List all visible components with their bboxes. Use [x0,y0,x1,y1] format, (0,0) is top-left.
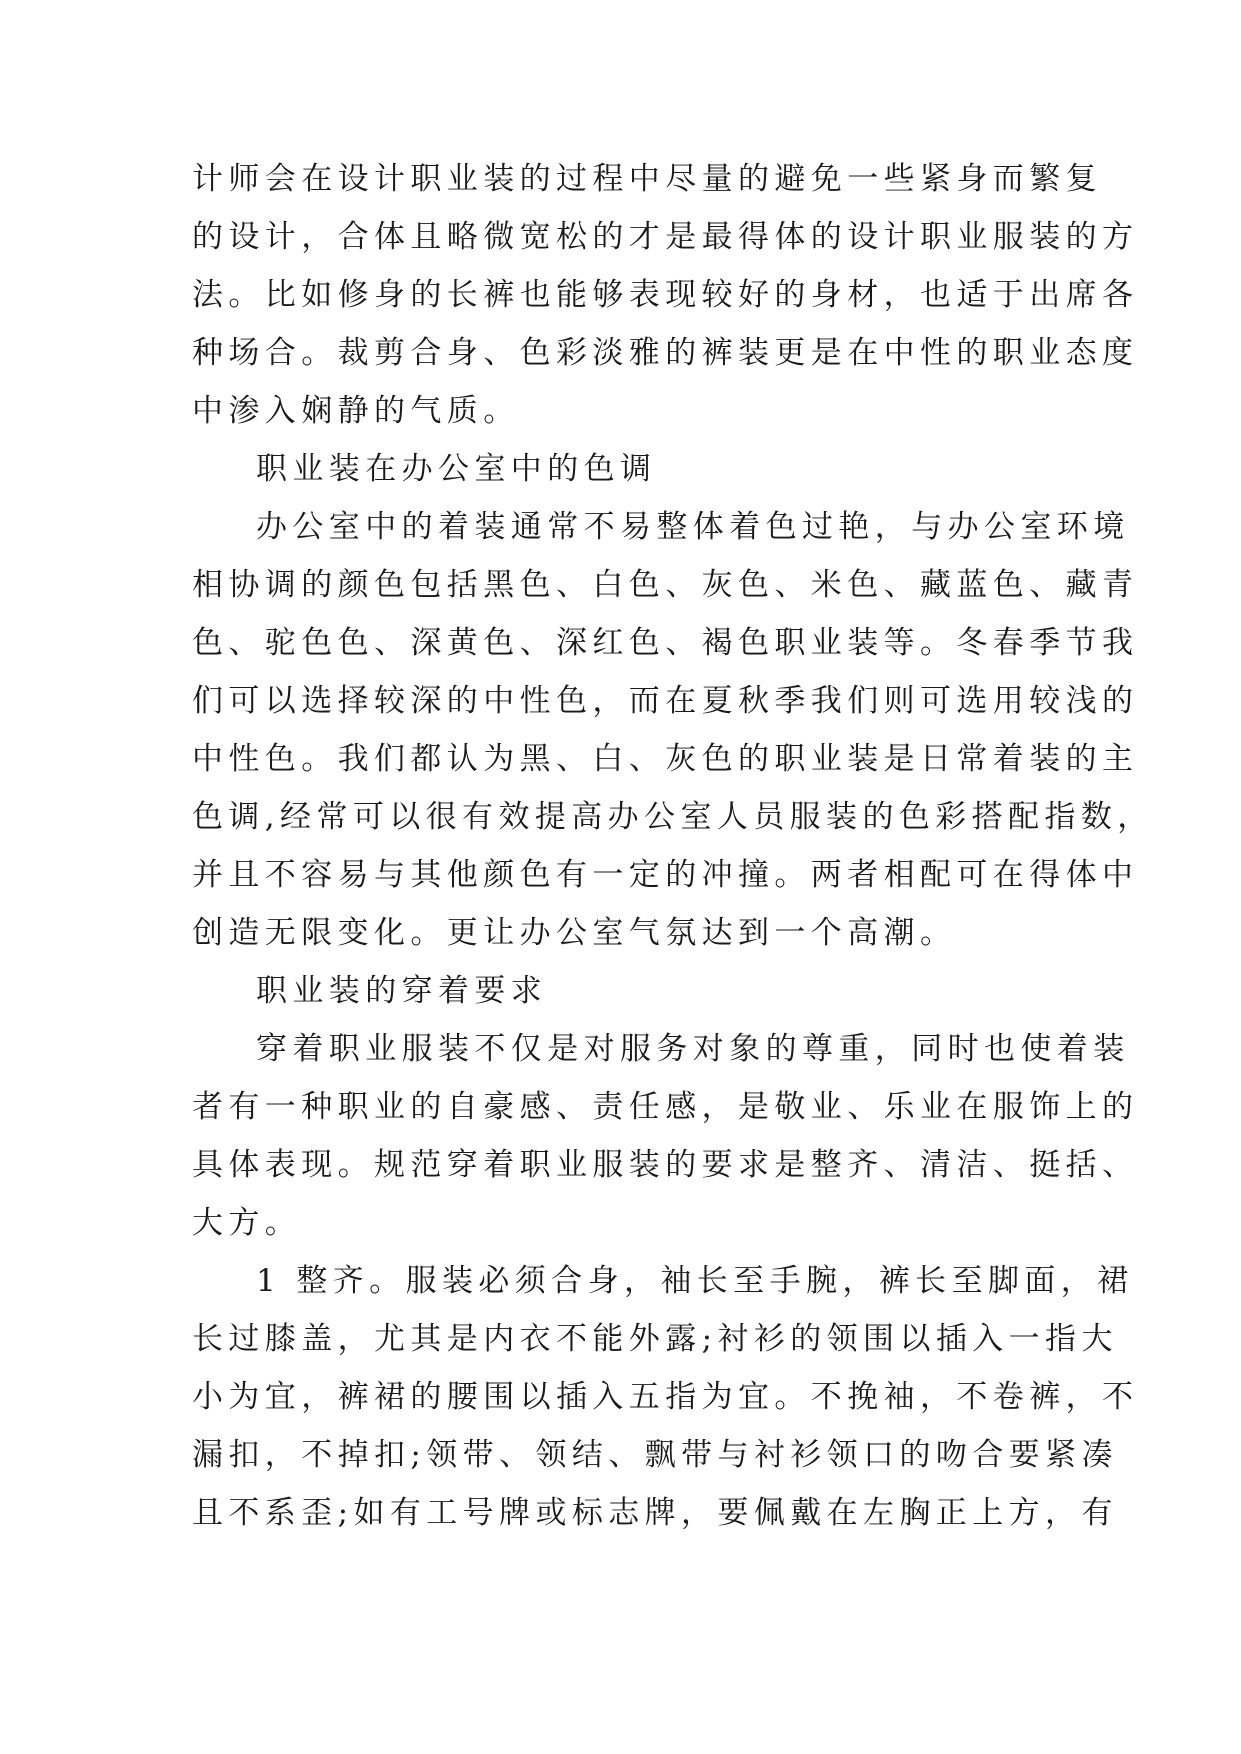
text-line: 并且不容易与其他颜色有一定的冲撞。两者相配可在得体中 [192,857,1139,893]
text-line: 法。比如修身的长裤也能够表现较好的身材，也适于出席各 [192,277,1139,313]
text-line: 小为宜，裤裙的腰围以插入五指为宜。不挽袖，不卷裤，不 [192,1379,1139,1415]
text-line: 计师会在设计职业装的过程中尽量的避免一些紧身而繁复 [192,161,1102,197]
text-line: 长过膝盖，尤其是内衣不能外露;衬衫的领围以插入一指大 [192,1321,1118,1357]
text-line: 色、驼色色、深黄色、深红色、褐色职业装等。冬春季节我 [192,625,1139,661]
text-line: 且不系歪;如有工号牌或标志牌，要佩戴在左胸正上方，有 [192,1495,1118,1531]
text-line: 相协调的颜色包括黑色、白色、灰色、米色、藏蓝色、藏青 [192,567,1139,603]
paragraph-start: 穿着职业服装不仅是对服务对象的尊重，同时也使着装 [256,1031,1130,1067]
text-line: 中渗入娴静的气质。 [192,393,520,429]
paragraph-start: 办公室中的着装通常不易整体着色过艳，与办公室环境 [256,509,1130,545]
text-line: 漏扣，不掉扣;领带、领结、飘带与衬衫领口的吻合要紧凑 [192,1437,1118,1473]
text-line: 具体表现。规范穿着职业服装的要求是整齐、清洁、挺括、 [192,1147,1139,1183]
text-line: 种场合。裁剪合身、色彩淡雅的裤装更是在中性的职业态度 [192,335,1139,371]
text-line: 的设计，合体且略微宽松的才是最得体的设计职业服装的方 [192,219,1139,255]
text-line: 创造无限变化。更让办公室气氛达到一个高潮。 [192,915,957,951]
paragraph-start: 1 整齐。服装必须合身，袖长至手腕，裤长至脚面，裙 [256,1263,1134,1299]
text-line: 大方。 [192,1205,302,1241]
text-line: 色调,经常可以很有效提高办公室人员服装的色彩搭配指数， [192,799,1154,835]
text-line: 们可以选择较深的中性色，而在夏秋季我们则可选用较浅的 [192,683,1139,719]
section-heading: 职业装在办公室中的色调 [256,451,657,487]
section-heading: 职业装的穿着要求 [256,973,548,1009]
body-text [192,150,1154,1542]
text-line: 中性色。我们都认为黑、白、灰色的职业装是日常着装的主 [192,741,1139,777]
text-line: 者有一种职业的自豪感、责任感，是敬业、乐业在服饰上的 [192,1089,1139,1125]
